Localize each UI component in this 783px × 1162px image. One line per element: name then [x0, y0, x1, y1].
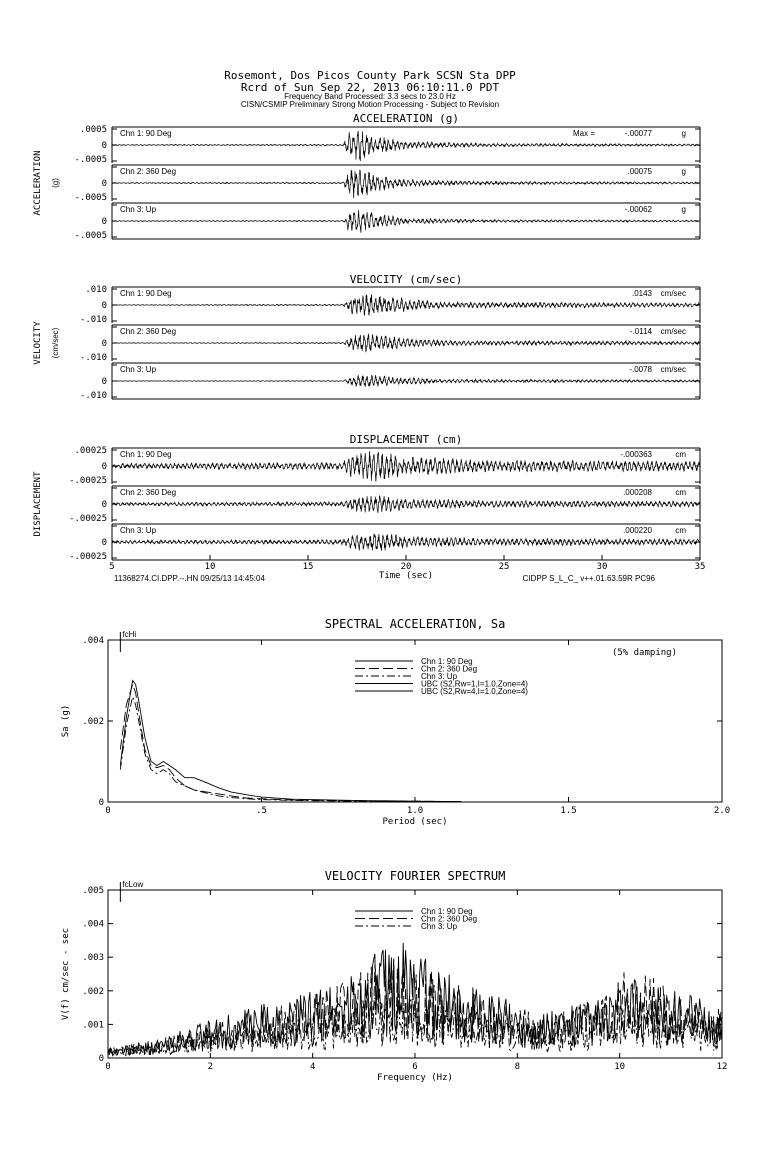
- acceleration-peak-value: .00075: [627, 167, 652, 176]
- displacement-side-label: DISPLACEMENT: [33, 471, 43, 537]
- acceleration-peak-unit: g: [681, 167, 686, 176]
- displacement-footer-right: CIDPP S_L_C_ v++.01.63.59R PC96: [522, 574, 655, 583]
- velocity-channel-label: Chn 3: Up: [120, 365, 157, 374]
- velocity-title: VELOCITY (cm/sec): [349, 273, 463, 286]
- displacement-peak-value: -.000363: [620, 450, 652, 459]
- velocity-fourier-spectrum-x-tick-label: 8: [514, 1062, 521, 1072]
- displacement-peak-unit: cm: [675, 488, 686, 497]
- velocity-peak-unit: cm/sec: [660, 289, 686, 298]
- displacement-y-tick-label: -.00025: [69, 514, 107, 524]
- velocity-fourier-spectrum-marker-label: fcLow: [122, 880, 144, 889]
- displacement-panel: [33, 433, 705, 583]
- displacement-footer-left: 11368274.CI.DPP.--.HN 09/25/13 14:45:04: [114, 574, 265, 583]
- velocity-channel-label: Chn 1: 90 Deg: [120, 289, 172, 298]
- displacement-y-tick-label: 0: [101, 500, 107, 510]
- spectral-acceleration-y-tick-label: 0: [98, 798, 104, 808]
- acceleration-unit-label: (g): [51, 178, 60, 188]
- displacement-x-tick-label: 35: [694, 562, 706, 572]
- acceleration-trace: [112, 170, 700, 198]
- acceleration-y-tick-label: -.0005: [74, 193, 107, 203]
- velocity-peak-value: -.0114: [629, 327, 652, 336]
- velocity-unit-label: (cm/sec): [51, 327, 60, 359]
- acceleration-title: ACCELERATION (g): [353, 112, 459, 125]
- velocity-y-tick-label: -.010: [79, 391, 107, 401]
- spectral-acceleration-frame: [108, 640, 722, 802]
- velocity-y-tick-label: 0: [101, 377, 107, 387]
- acceleration-peak-unit: g: [681, 205, 686, 214]
- acceleration-trace: [112, 210, 700, 233]
- displacement-trace: [112, 451, 700, 482]
- velocity-peak-unit: cm/sec: [660, 365, 686, 374]
- velocity-y-tick-label: -.010: [79, 315, 107, 325]
- spectral-acceleration-title: SPECTRAL ACCELERATION, Sa: [324, 617, 506, 631]
- spectral-acceleration-y-tick-label: .002: [82, 717, 104, 727]
- velocity-fourier-spectrum-x-label: Frequency (Hz): [377, 1073, 453, 1083]
- acceleration-panel: [33, 112, 700, 241]
- velocity-fourier-spectrum-legend-label: Chn 3: Up: [421, 922, 458, 931]
- displacement-peak-value: .000220: [623, 526, 652, 535]
- acceleration-peak-value: -.00077: [624, 129, 652, 138]
- acceleration-channel-label: Chn 2: 360 Deg: [120, 167, 177, 176]
- velocity-fourier-spectrum-x-tick-label: 2: [207, 1062, 214, 1072]
- velocity-fourier-spectrum-y-tick-label: 0: [98, 1054, 104, 1064]
- displacement-x-tick-label: 30: [596, 562, 608, 572]
- velocity-fourier-spectrum-x-tick-label: 4: [309, 1062, 316, 1072]
- displacement-channel-label: Chn 2: 360 Deg: [120, 488, 177, 497]
- station-title: Rosemont, Dos Picos County Park SCSN Sta DPP: [224, 69, 516, 82]
- spectral-acceleration-series-1: [120, 681, 461, 802]
- spectral-acceleration-legend-label: UBC (S2,Rw=1,I=1.0,Zone=4): [421, 679, 528, 689]
- acceleration-side-label: ACCELERATION: [33, 150, 43, 216]
- spectral-acceleration-x-tick-label: 1.5: [560, 806, 577, 816]
- acceleration-y-tick-label: -.0005: [74, 231, 107, 241]
- displacement-peak-unit: cm: [675, 526, 686, 535]
- displacement-x-tick-label: 20: [400, 562, 412, 572]
- velocity-fourier-spectrum-x-tick-label: 6: [412, 1062, 418, 1072]
- velocity-fourier-spectrum-y-label: V(f) cm/sec - sec: [61, 927, 71, 1021]
- velocity-peak-value: -.0078: [629, 365, 652, 374]
- spectral-acceleration-x-label: Period (sec): [382, 817, 448, 827]
- displacement-y-tick-label: -.00025: [69, 552, 107, 562]
- velocity-fourier-spectrum-x-tick-label: 0: [105, 1062, 111, 1072]
- velocity-side-label: VELOCITY: [33, 321, 43, 365]
- velocity-y-tick-label: .010: [85, 285, 107, 295]
- velocity-fourier-spectrum-series-1: [108, 943, 722, 1056]
- displacement-y-tick-label: .00025: [74, 446, 107, 456]
- velocity-y-tick-label: -.010: [79, 353, 107, 363]
- velocity-fourier-spectrum-x-tick-label: 10: [614, 1062, 626, 1072]
- displacement-x-tick-label: 10: [204, 562, 216, 572]
- spectral-acceleration-chart: [61, 617, 730, 827]
- velocity-fourier-spectrum-title: VELOCITY FOURIER SPECTRUM: [324, 869, 506, 883]
- acceleration-channel-label: Chn 1: 90 Deg: [120, 129, 172, 138]
- frequency-band: Frequency Band Processed: 3.3 secs to 23.0 Hz: [284, 92, 456, 102]
- displacement-x-tick-label: 25: [498, 562, 510, 572]
- velocity-trace: [112, 334, 700, 352]
- displacement-x-tick-label: 5: [109, 562, 115, 572]
- acceleration-y-tick-label: .0005: [79, 125, 107, 135]
- velocity-peak-unit: cm/sec: [660, 327, 686, 336]
- spectral-acceleration-x-tick-label: 2.0: [713, 806, 731, 816]
- displacement-title: DISPLACEMENT (cm): [349, 433, 463, 446]
- acceleration-y-tick-label: -.0005: [74, 155, 107, 165]
- velocity-fourier-spectrum-y-tick-label: .003: [82, 953, 104, 964]
- displacement-channel-label: Chn 1: 90 Deg: [120, 450, 172, 459]
- spectral-acceleration-annotation: (5% damping): [611, 648, 677, 658]
- velocity-fourier-spectrum-chart: [61, 869, 727, 1083]
- displacement-y-tick-label: -.00025: [69, 476, 107, 486]
- processing-note: CISN/CSMIP Preliminary Strong Motion Processing - Subject to Revision: [240, 100, 500, 110]
- velocity-peak-value: .0143: [631, 289, 652, 298]
- spectral-acceleration-y-label: Sa (g): [61, 704, 71, 738]
- velocity-fourier-spectrum-x-tick-label: 12: [716, 1062, 728, 1072]
- velocity-trace: [112, 294, 700, 315]
- spectral-acceleration-x-tick-label: .5: [256, 806, 267, 816]
- velocity-fourier-spectrum-y-tick-label: .005: [82, 886, 104, 896]
- velocity-fourier-spectrum-legend-label: Chn 2: 360 Deg: [421, 914, 478, 924]
- acceleration-y-tick-label: 0: [101, 141, 107, 151]
- acceleration-y-tick-label: 0: [101, 217, 107, 227]
- displacement-y-tick-label: 0: [101, 462, 107, 472]
- acceleration-peak-unit: g: [681, 129, 686, 138]
- velocity-y-tick-label: 0: [101, 301, 107, 311]
- acceleration-peak-value: -.00062: [624, 205, 652, 214]
- spectral-acceleration-x-tick-label: 0: [105, 806, 111, 816]
- displacement-trace: [112, 496, 700, 513]
- velocity-fourier-spectrum-y-tick-label: .004: [82, 919, 104, 930]
- spectral-acceleration-legend-label: Chn 1: 90 Deg: [421, 657, 473, 666]
- displacement-x-label: Time (sec): [378, 571, 434, 581]
- acceleration-channel-label: Chn 3: Up: [120, 205, 157, 214]
- velocity-fourier-spectrum-series-2: [108, 959, 722, 1056]
- acceleration-peak-prefix: Max =: [572, 129, 595, 138]
- acceleration-y-tick-label: 0: [101, 179, 107, 189]
- displacement-peak-unit: cm: [675, 450, 686, 459]
- spectral-acceleration-y-tick-label: .004: [82, 636, 104, 646]
- spectral-acceleration-legend-label: Chn 2: 360 Deg: [421, 664, 478, 674]
- spectral-acceleration-legend-label: Chn 3: Up: [421, 672, 458, 681]
- displacement-x-tick-label: 15: [302, 562, 314, 572]
- acceleration-trace: [112, 131, 700, 161]
- velocity-fourier-spectrum-y-tick-label: .002: [82, 986, 104, 997]
- displacement-channel-label: Chn 3: Up: [120, 526, 157, 535]
- spectral-acceleration-legend-label: UBC (S2,Rw=4,I=1.0,Zone=4): [421, 687, 528, 696]
- spectral-acceleration-series-2: [120, 685, 461, 802]
- displacement-peak-value: .000208: [623, 488, 652, 497]
- spectral-acceleration-marker-label: fcHi: [122, 630, 137, 639]
- velocity-channel-label: Chn 2: 360 Deg: [120, 327, 177, 336]
- velocity-trace: [112, 375, 700, 387]
- spectral-acceleration-x-tick-label: 1.0: [406, 806, 424, 816]
- spectral-acceleration-series-3: [120, 697, 461, 802]
- displacement-y-tick-label: 0: [101, 538, 107, 548]
- velocity-panel: [33, 273, 700, 401]
- displacement-trace: [112, 534, 700, 551]
- velocity-y-tick-label: 0: [101, 339, 107, 349]
- velocity-fourier-spectrum-legend-label: Chn 1: 90 Deg: [421, 907, 473, 916]
- velocity-fourier-spectrum-y-tick-label: .001: [82, 1020, 104, 1031]
- record-time: Rcrd of Sun Sep 22, 2013 06:10:11.0 PDT: [240, 80, 500, 94]
